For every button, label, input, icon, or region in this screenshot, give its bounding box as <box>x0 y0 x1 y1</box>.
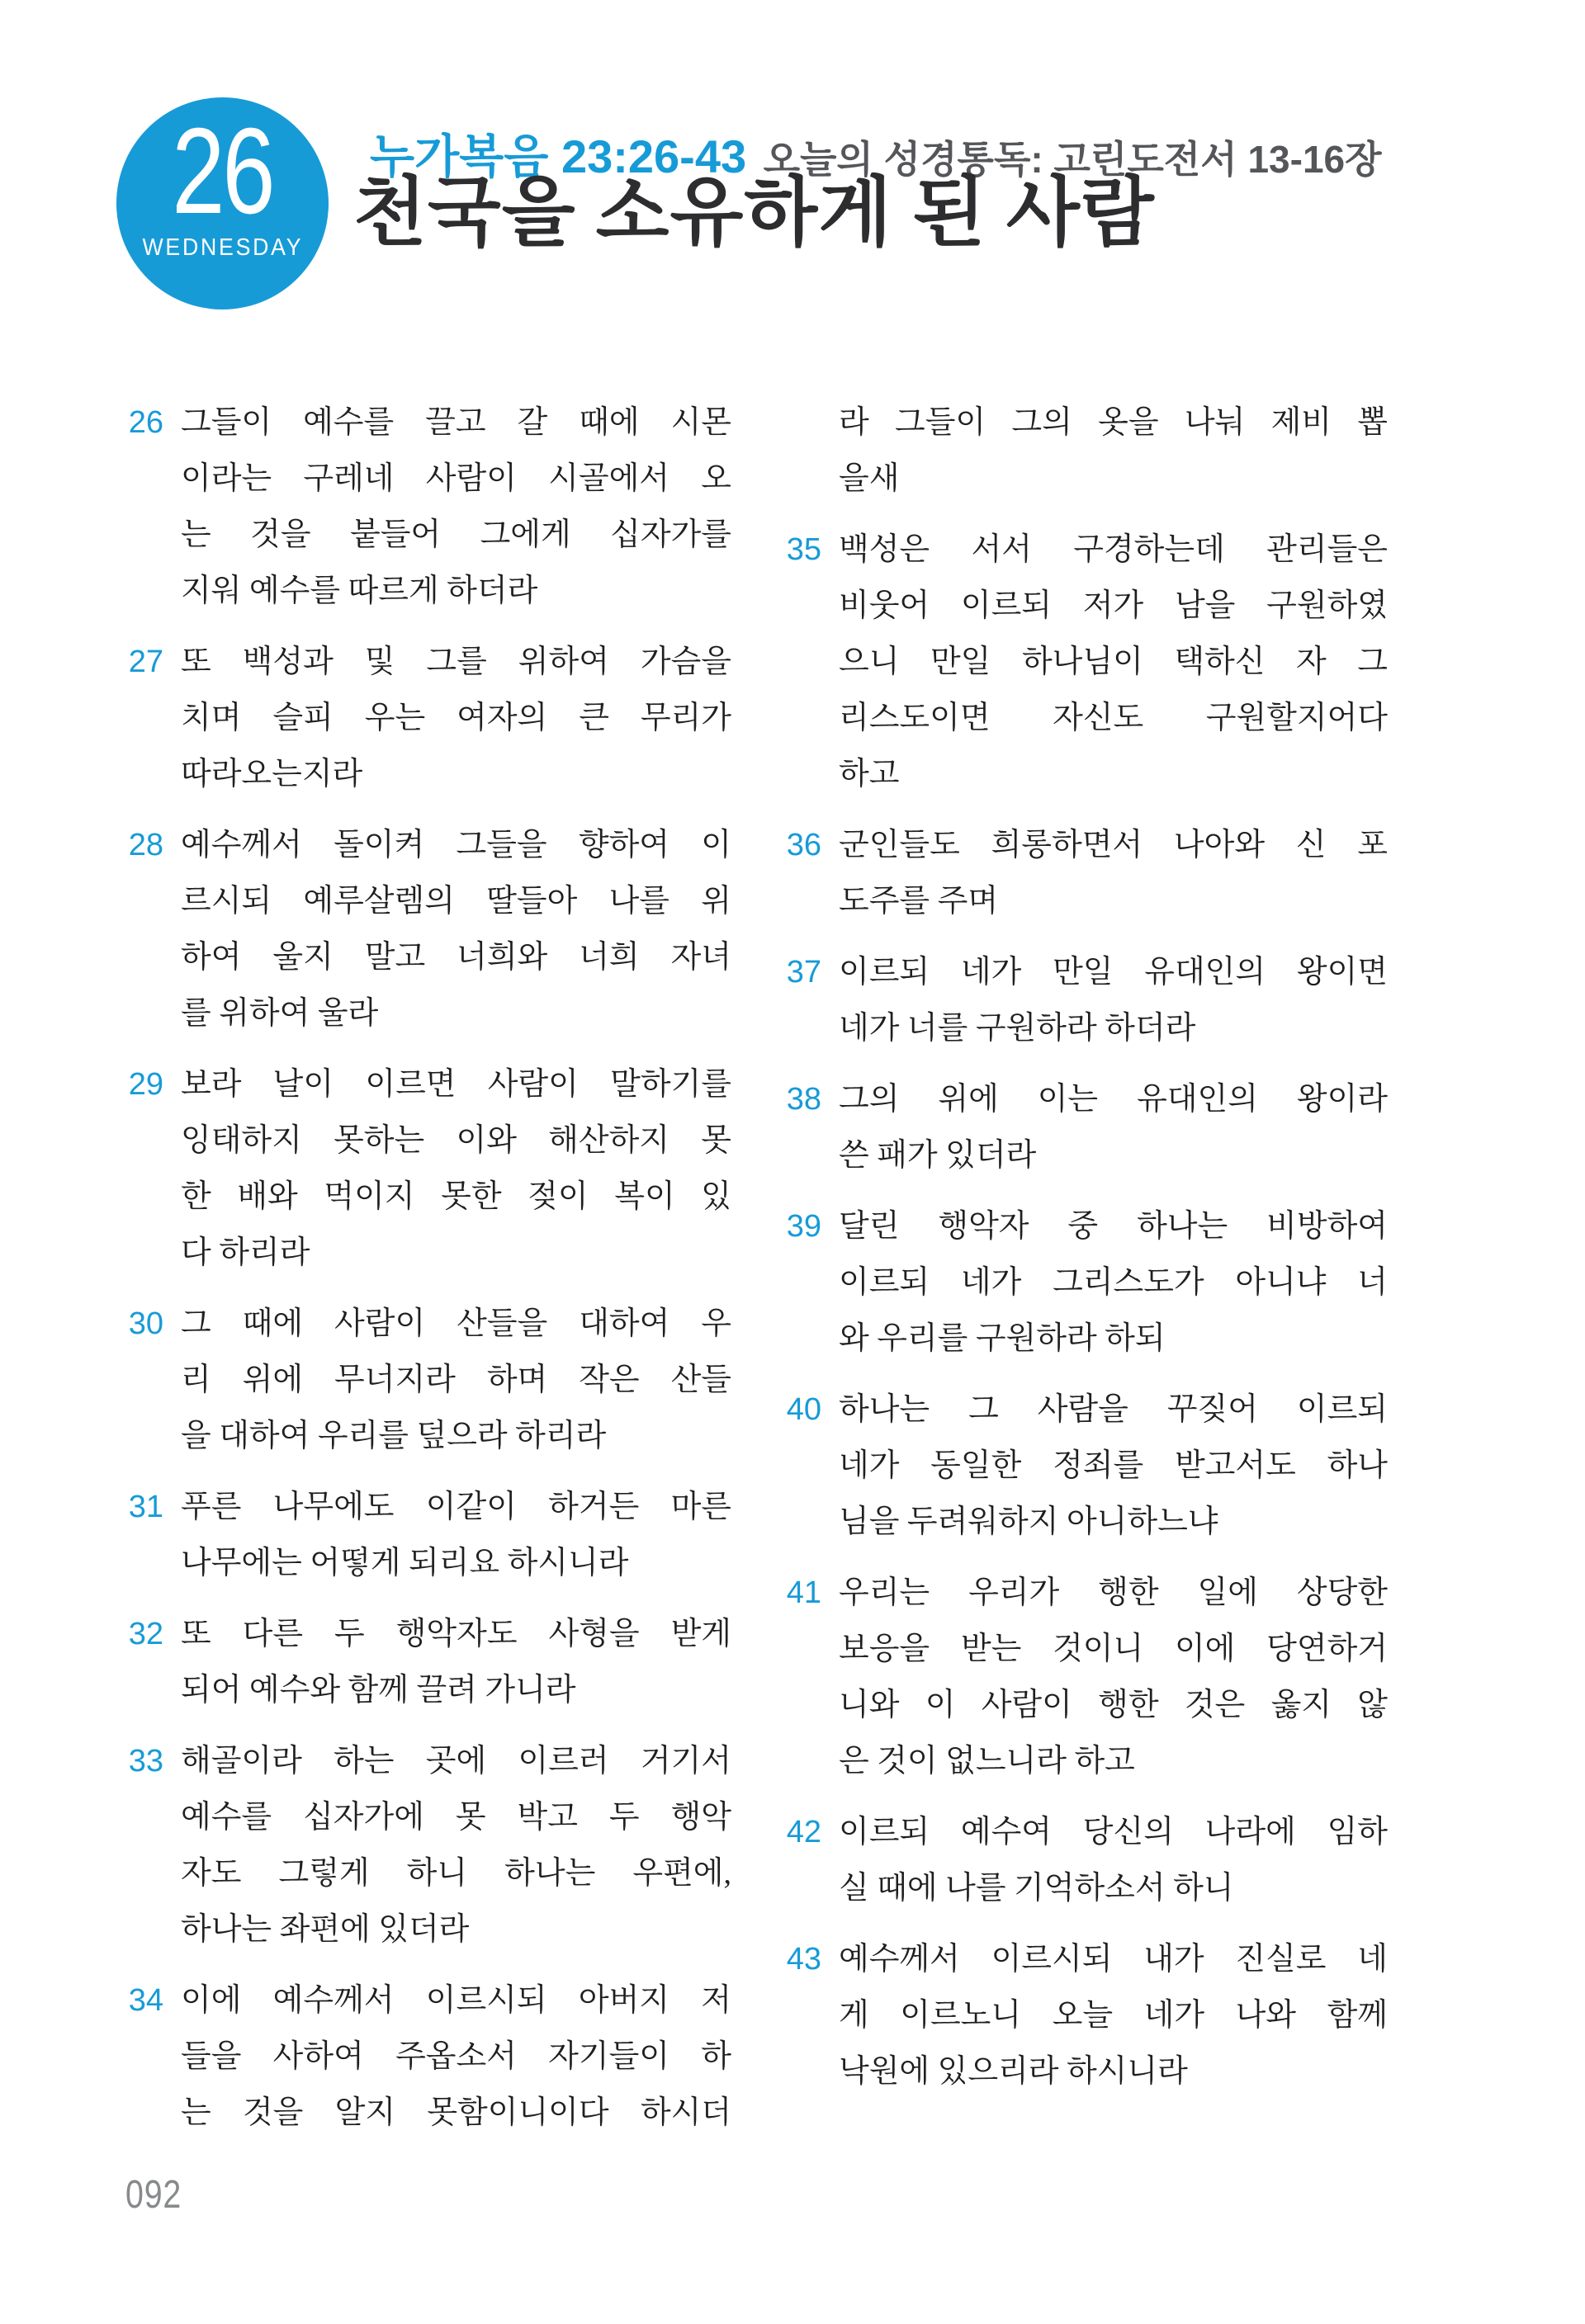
verse-block <box>124 1606 731 1718</box>
verse-line: 는 것을 붙들어 그에게 십자가를 <box>181 517 731 552</box>
verse-block <box>124 634 731 802</box>
verse-block <box>782 522 1388 802</box>
verse-number: 28 <box>128 828 163 862</box>
verse-block <box>782 394 1388 507</box>
verse-text <box>839 522 1388 802</box>
verse-line: 리 위에 무너지라 하며 작은 산들 <box>181 1363 731 1397</box>
verse-block <box>124 1733 731 1958</box>
verse-line: 쓴 패가 있더라 <box>839 1138 1037 1173</box>
verse-line: 와 우리를 구원하라 하되 <box>839 1321 1166 1356</box>
passage-reference: 누가복음 23:26-43 <box>370 130 747 182</box>
verse-number: 27 <box>128 645 163 679</box>
verse-line: 우리는 우리가 행한 일에 상당한 <box>839 1575 1388 1610</box>
verse-block <box>782 1382 1388 1550</box>
verse-line: 실 때에 나를 기억하소서 하니 <box>839 1871 1234 1906</box>
verse-line: 그들이 예수를 끌고 갈 때에 시몬 <box>181 405 731 440</box>
verse-text <box>839 944 1388 1056</box>
verse-line: 은 것이 없느니라 하고 <box>839 1744 1135 1778</box>
verse-text <box>181 634 731 802</box>
verse-block <box>124 394 731 619</box>
verse-line: 네가 동일한 정죄를 받고서도 하나 <box>839 1448 1388 1483</box>
verse-line: 보라 날이 이르면 사람이 말하기를 <box>181 1067 731 1102</box>
verse-line: 다 하리라 <box>181 1235 310 1270</box>
verse-line: 나무에는 어떻게 되리요 하시니라 <box>181 1546 629 1580</box>
verse-text <box>839 1565 1388 1789</box>
verse-column-right <box>782 394 1388 2114</box>
verse-block <box>124 1972 731 2141</box>
verse-line: 낙원에 있으리라 하시니라 <box>839 2054 1188 2089</box>
verse-line: 백성은 서서 구경하는데 관리들은 <box>839 532 1388 567</box>
verse-block <box>782 944 1388 1056</box>
verse-line: 도주를 주며 <box>839 884 999 919</box>
verse-block <box>782 1071 1388 1183</box>
page-title: 천국을 소유하게 된 사람 <box>353 171 1155 255</box>
verse-line: 들을 사하여 주옵소서 자기들이 하 <box>181 2039 731 2074</box>
verse-text <box>839 1071 1388 1183</box>
verse-text <box>181 1972 731 2141</box>
verse-line: 을새 <box>839 461 900 496</box>
verse-line: 하고 <box>839 757 900 791</box>
verse-line: 니와 이 사람이 행한 것은 옳지 않 <box>839 1688 1388 1722</box>
verse-number: 42 <box>786 1815 821 1849</box>
verse-line: 하나는 좌편에 있더라 <box>181 1912 470 1947</box>
verse-number: 33 <box>128 1744 163 1778</box>
verse-line: 이르되 네가 그리스도가 아니냐 너 <box>839 1265 1388 1300</box>
verse-block <box>124 1056 731 1281</box>
verse-line: 는 것을 알지 못함이니이다 하시더 <box>181 2095 731 2130</box>
verse-line: 군인들도 희롱하면서 나아와 신 포 <box>839 828 1388 862</box>
verse-text <box>181 1606 731 1718</box>
verse-number: 31 <box>128 1490 163 1524</box>
verse-text <box>181 1056 731 1281</box>
verse-block <box>782 1565 1388 1789</box>
verse-line: 되어 예수와 함께 끌려 가니라 <box>181 1673 576 1708</box>
verse-line: 또 백성과 및 그를 위하여 가슴을 <box>181 645 731 679</box>
verse-number: 32 <box>128 1617 163 1651</box>
verse-text <box>181 1479 731 1591</box>
verse-number: 43 <box>786 1942 821 1977</box>
verse-line: 잉태하지 못하는 이와 해산하지 못 <box>181 1123 731 1158</box>
verse-text <box>839 1382 1388 1550</box>
verse-line: 네가 너를 구원하라 하더라 <box>839 1011 1196 1046</box>
verse-block <box>782 1804 1388 1916</box>
verse-line: 푸른 나무에도 이같이 하거든 마른 <box>181 1490 731 1524</box>
verse-number: 30 <box>128 1306 163 1341</box>
verse-line: 또 다른 두 행악자도 사형을 받게 <box>181 1617 731 1651</box>
verse-line: 으니 만일 하나님이 택하신 자 그 <box>839 645 1388 679</box>
verse-text <box>839 1931 1388 2100</box>
verse-block <box>782 817 1388 929</box>
verse-line: 예수께서 이르시되 내가 진실로 네 <box>839 1942 1388 1977</box>
verse-block <box>782 1931 1388 2100</box>
verse-line: 보응을 받는 것이니 이에 당연하거 <box>839 1632 1388 1666</box>
page-number: 092 <box>125 2173 182 2217</box>
verse-block <box>124 817 731 1042</box>
day-badge <box>116 97 329 309</box>
verse-line: 한 배와 먹이지 못한 젖이 복이 있 <box>181 1179 731 1214</box>
verse-number: 36 <box>786 828 821 862</box>
verse-line: 달린 행악자 중 하나는 비방하여 <box>839 1209 1388 1244</box>
verse-line: 따라오는지라 <box>181 757 363 791</box>
verse-line: 를 위하여 울라 <box>181 996 379 1031</box>
verse-line: 자도 그렇게 하니 하나는 우편에, <box>181 1856 731 1891</box>
verse-line: 이르되 예수여 당신의 나라에 임하 <box>839 1815 1388 1849</box>
verse-line: 그 때에 사람이 산들을 대하여 우 <box>181 1306 731 1341</box>
verse-line: 하여 울지 말고 너희와 너희 자녀 <box>181 940 731 975</box>
verse-line: 이르되 네가 만일 유대인의 왕이면 <box>839 955 1388 990</box>
verse-line: 비웃어 이르되 저가 남을 구원하였 <box>839 588 1388 623</box>
verse-block <box>124 1296 731 1464</box>
verse-line: 게 이르노니 오늘 네가 나와 함께 <box>839 1998 1388 2033</box>
verse-line: 이에 예수께서 이르시되 아버지 저 <box>181 1983 731 2018</box>
verse-number: 35 <box>786 532 821 567</box>
verse-line: 하나는 그 사람을 꾸짖어 이르되 <box>839 1392 1388 1427</box>
verse-line: 그의 위에 이는 유대인의 왕이라 <box>839 1082 1388 1117</box>
verse-line: 님을 두려워하지 아니하느냐 <box>839 1504 1218 1539</box>
verse-text <box>839 394 1388 507</box>
verse-line: 치며 슬피 우는 여자의 큰 무리가 <box>181 701 731 735</box>
verse-number: 37 <box>786 955 821 990</box>
verse-text <box>181 1296 731 1464</box>
verse-line: 르시되 예루살렘의 딸들아 나를 위 <box>181 884 731 919</box>
verse-number: 29 <box>128 1067 163 1102</box>
verse-number: 26 <box>128 405 163 440</box>
verse-line: 리스도이면 자신도 구원할지어다 <box>839 701 1388 735</box>
verse-number: 40 <box>786 1392 821 1427</box>
verse-text <box>181 817 731 1042</box>
verse-block <box>782 1198 1388 1367</box>
day-of-week-label: WEDNESDAY <box>142 234 303 261</box>
verse-column-left <box>124 394 731 2156</box>
verse-line: 이라는 구레네 사람이 시골에서 오 <box>181 461 731 496</box>
verse-number: 39 <box>786 1209 821 1244</box>
verse-number: 41 <box>786 1575 821 1610</box>
verse-line: 지워 예수를 따르게 하더라 <box>181 574 538 608</box>
verse-line: 을 대하여 우리를 덮으라 하리라 <box>181 1419 607 1453</box>
verse-line: 예수를 십자가에 못 박고 두 행악 <box>181 1800 731 1835</box>
verse-number: 38 <box>786 1082 821 1117</box>
verse-text <box>181 1733 731 1958</box>
reading-plan-label: 오늘의 성경통독: 고린도전서 13-16장 <box>763 138 1382 181</box>
verse-line: 라 그들이 그의 옷을 나눠 제비 뽑 <box>839 405 1388 440</box>
verse-line: 해골이라 하는 곳에 이르러 거기서 <box>181 1744 731 1778</box>
verse-text <box>839 1198 1388 1367</box>
day-number: 26 <box>172 103 273 239</box>
verse-block <box>124 1479 731 1591</box>
verse-text <box>839 817 1388 929</box>
verse-text <box>181 394 731 619</box>
verse-number: 34 <box>128 1983 163 2018</box>
verse-line: 예수께서 돌이켜 그들을 향하여 이 <box>181 828 731 862</box>
verse-text <box>839 1804 1388 1916</box>
